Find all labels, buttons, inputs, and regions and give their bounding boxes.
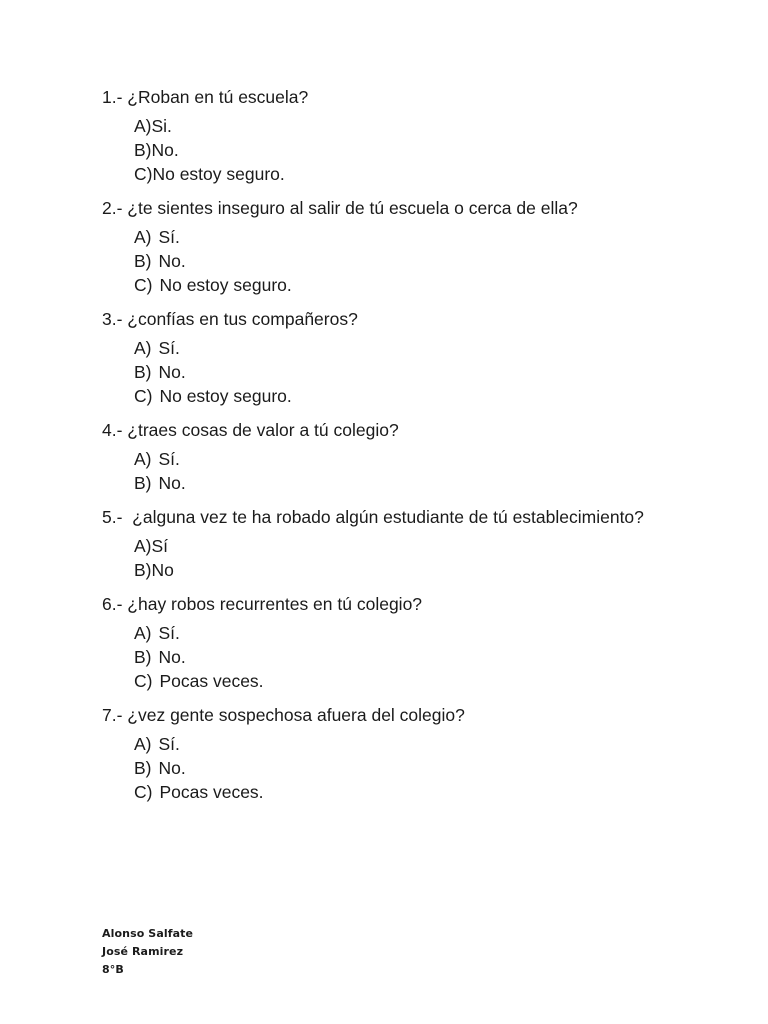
option-label: C) [134,671,153,691]
question-text: 1.- ¿Roban en tú escuela? [102,87,309,107]
option-label: C) [134,782,153,802]
question-text: 4.- ¿traes cosas de valor a tú colegio? [102,420,399,440]
option-item[interactable] [134,114,660,138]
option-text: Sí. [158,623,180,643]
question-block [102,84,660,186]
option-text: Sí. [158,227,180,247]
option-item[interactable] [134,756,660,780]
option-text: Sí [151,536,169,556]
question-block [102,195,660,297]
signature-line: 8°B [102,963,124,976]
option-label: C) [134,275,153,295]
option-text: Sí. [158,734,180,754]
option-label: A) [134,116,152,136]
option-item[interactable] [134,471,660,495]
option-text: No estoy seguro. [152,164,285,184]
question-text: 5.- ¿alguna vez te ha robado algún estudiante de tú establecimiento? [102,507,644,527]
option-item[interactable] [134,621,660,645]
question-block [102,417,660,495]
option-label: B) [134,560,152,580]
option-item[interactable] [134,162,660,186]
option-item[interactable] [134,780,660,804]
option-label: B) [134,362,152,382]
question-block [102,702,660,804]
signature-line: Alonso Salfate [102,927,194,940]
option-text: No estoy seguro. [159,386,292,406]
option-text: No estoy seguro. [159,275,292,295]
option-list [102,447,660,495]
option-text: Pocas veces. [159,671,264,691]
option-item[interactable] [134,273,660,297]
option-item[interactable] [134,336,660,360]
option-label: B) [134,758,152,778]
option-label: A) [134,338,152,358]
question-text: 2.- ¿te sientes inseguro al salir de tú escuela o cerca de ella? [102,198,578,218]
option-item[interactable] [134,645,660,669]
question-text: 7.- ¿vez gente sospechosa afuera del colegio? [102,705,465,725]
option-item[interactable] [134,447,660,471]
option-list [102,225,660,297]
option-item[interactable] [134,534,660,558]
option-list [102,114,660,186]
option-text: No. [158,251,186,271]
option-label: A) [134,449,152,469]
option-list [102,534,660,582]
option-label: A) [134,623,152,643]
option-item[interactable] [134,360,660,384]
option-text: No. [158,473,186,493]
option-label: C) [134,164,153,184]
option-item[interactable] [134,384,660,408]
option-text: No. [158,362,186,382]
option-list [102,732,660,804]
option-list [102,336,660,408]
question-text: 6.- ¿hay robos recurrentes en tú colegio? [102,594,423,614]
option-label: A) [134,734,152,754]
option-label: A) [134,227,152,247]
option-item[interactable] [134,669,660,693]
question-text: 3.- ¿confías en tus compañeros? [102,309,358,329]
option-text: No. [158,647,186,667]
option-label: A) [134,536,152,556]
option-text: No. [158,758,186,778]
option-item[interactable] [134,138,660,162]
option-text: Pocas veces. [159,782,264,802]
option-text: Sí. [158,338,180,358]
questionnaire-body [102,84,660,813]
option-item[interactable] [134,732,660,756]
question-block [102,306,660,408]
option-label: B) [134,647,152,667]
option-label: B) [134,473,152,493]
question-block [102,591,660,693]
option-label: B) [134,251,152,271]
option-label: C) [134,386,153,406]
option-item[interactable] [134,558,660,582]
option-item[interactable] [134,249,660,273]
option-text: No. [151,140,179,160]
option-text: Sí. [158,449,180,469]
option-list [102,621,660,693]
question-block [102,504,660,582]
option-text: Si. [151,116,172,136]
signature-line: José Ramirez [102,945,184,958]
option-item[interactable] [134,225,660,249]
signature-block [102,925,502,979]
option-label: B) [134,140,152,160]
option-text: No [151,560,174,580]
